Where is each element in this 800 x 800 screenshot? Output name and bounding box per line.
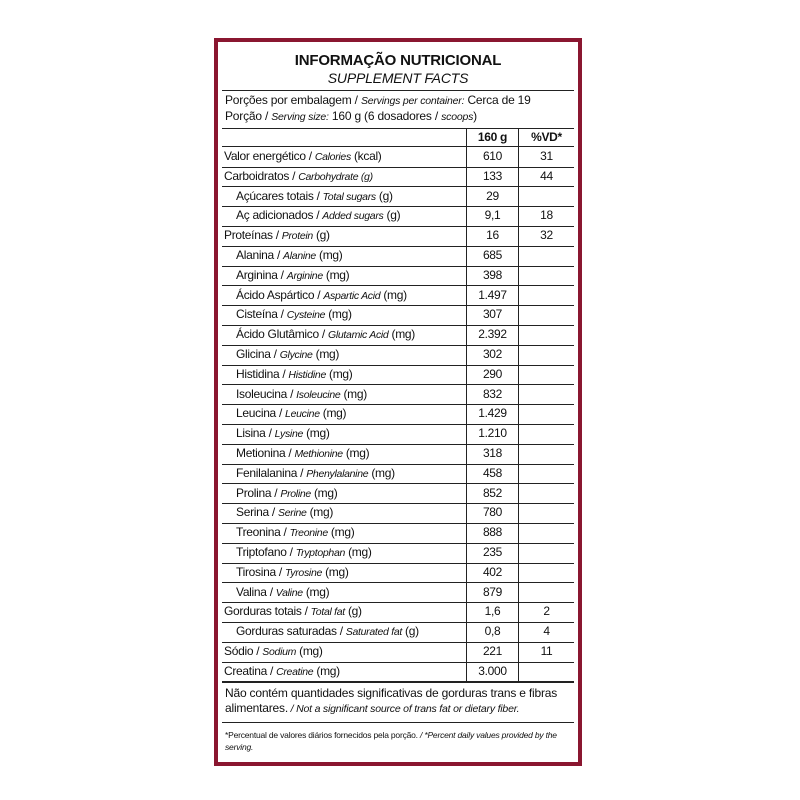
nutrient-dv xyxy=(518,286,574,306)
daily-value-note-en: / *Percent daily values provided by the serving. xyxy=(225,730,557,752)
nutrient-dv: 32 xyxy=(518,226,574,246)
nutrient-unit: (mg) xyxy=(388,327,415,342)
nutrient-name-en: Phenylalanine xyxy=(306,467,369,480)
nutrient-name-en: Aspartic Acid xyxy=(323,289,381,302)
nutrient-name xyxy=(222,266,466,286)
nutrient-value: 1,6 xyxy=(466,602,518,622)
nutrient-value: 458 xyxy=(466,464,518,484)
nutrient-name-pt: Proteínas / xyxy=(224,228,282,243)
nutrient-dv xyxy=(518,464,574,484)
nutrient-unit: (mg) xyxy=(310,485,338,500)
nutrient-name-en: Saturated fat xyxy=(345,626,402,639)
nutrient-name xyxy=(222,444,466,464)
servings-per-container-pt: Porções por embalagem / xyxy=(225,93,361,107)
nutrient-name-en: Valine xyxy=(275,586,303,599)
nutrient-name-pt: Carboidratos / xyxy=(224,168,299,183)
nutrient-name-en: Creatine xyxy=(276,665,314,678)
daily-value-note-pt: *Percentual de valores diários fornecidos pela porção. xyxy=(225,730,418,740)
nutrient-dv xyxy=(518,404,574,424)
nutrient-name xyxy=(222,404,466,424)
nutrient-name xyxy=(222,167,466,187)
nutrient-name-en: Treonine xyxy=(289,527,328,540)
nutrient-name-pt: Açúcares totais / xyxy=(236,188,323,203)
nutrient-name-pt: Leucina / xyxy=(236,406,286,421)
nutrient-name-pt: Tirosina / xyxy=(236,564,285,579)
nutrient-name-en: Lysine xyxy=(274,428,304,441)
nutrient-unit: (mg) xyxy=(312,347,340,361)
nutrient-name xyxy=(222,206,466,226)
nutrient-value: 610 xyxy=(466,147,518,167)
nutrient-dv xyxy=(518,345,574,365)
nutrient-dv xyxy=(518,266,574,286)
nutrient-value: 221 xyxy=(466,642,518,662)
nutrient-name-pt: Glicina / xyxy=(236,347,280,361)
nutrient-name-en: Serine xyxy=(278,507,307,520)
nutrient-dv xyxy=(518,583,574,603)
nutrient-name xyxy=(222,563,466,583)
nutrient-name-en: Total sugars xyxy=(322,190,376,203)
nutrient-name-en: Added sugars xyxy=(322,210,384,223)
table-row xyxy=(222,444,574,465)
nutrient-unit: (g) xyxy=(383,208,401,223)
table-row xyxy=(222,385,574,406)
nutrient-value: 307 xyxy=(466,305,518,325)
nutrient-value: 0,8 xyxy=(466,622,518,642)
nutrient-dv xyxy=(518,523,574,543)
nutrient-name xyxy=(222,662,466,682)
nutrient-name xyxy=(222,424,466,444)
nutrient-name-en: Arginine xyxy=(286,269,323,282)
nutrient-name-pt: Ácido Glutâmico / xyxy=(236,327,328,342)
table-row xyxy=(222,642,574,663)
nutrient-value: 1.497 xyxy=(466,286,518,306)
nutrient-value: 402 xyxy=(466,563,518,583)
nutrition-label-body xyxy=(218,42,578,762)
nutrient-value: 780 xyxy=(466,503,518,523)
table-row xyxy=(222,602,574,623)
table-row xyxy=(222,365,574,386)
nutrient-name-en: Glycine xyxy=(279,349,313,361)
nutrient-dv xyxy=(518,246,574,266)
servings-per-container-en: Servings per container: xyxy=(360,95,465,107)
table-row xyxy=(222,206,574,227)
nutrient-name xyxy=(222,286,466,306)
nutrient-name-en: Protein xyxy=(281,230,313,243)
nutrient-unit: (mg) xyxy=(302,584,330,599)
nutrient-dv xyxy=(518,305,574,325)
nutrient-name-pt: Cisteína / xyxy=(236,307,287,322)
nutrient-value: 832 xyxy=(466,385,518,405)
serving-size-unit-en: scoops xyxy=(441,111,474,123)
nutrient-value: 302 xyxy=(466,345,518,365)
nutrient-name-pt: Fenilalanina / xyxy=(236,465,307,480)
table-row xyxy=(222,464,574,485)
nutrient-name-pt: Prolina / xyxy=(236,485,281,500)
table-row xyxy=(222,345,574,366)
nutrient-name-en: Glutamic Acid xyxy=(327,329,389,342)
nutrient-value: 1.210 xyxy=(466,424,518,444)
label-title: INFORMAÇÃO NUTRICIONAL xyxy=(294,52,502,69)
nutrient-name-pt: Gorduras totais / xyxy=(224,604,311,619)
nutrient-name xyxy=(222,305,466,325)
nutrient-dv xyxy=(518,484,574,504)
divider xyxy=(222,722,574,723)
nutrient-name-en: Methionine xyxy=(294,448,343,460)
serving-size-pt: Porção / xyxy=(225,109,272,123)
nutrient-name xyxy=(222,325,466,345)
table-row xyxy=(222,622,574,643)
table-row xyxy=(222,325,574,346)
nutrient-name xyxy=(222,385,466,405)
nutrient-value: 685 xyxy=(466,246,518,266)
nutrient-dv xyxy=(518,444,574,464)
nutrient-unit: (mg) xyxy=(380,287,407,302)
nutrient-unit: (mg) xyxy=(306,505,334,520)
nutrient-name-pt: Gorduras saturadas / xyxy=(236,624,346,639)
nutrient-unit: (mg) xyxy=(313,663,340,678)
nutrient-name-en: Tryptophan xyxy=(295,547,346,559)
nutrient-name-en: Total fat xyxy=(310,606,345,619)
table-row xyxy=(222,305,574,326)
nutrient-name xyxy=(222,642,466,662)
nutrient-name xyxy=(222,622,466,642)
nutrient-name-en: Calories xyxy=(314,151,351,163)
nutrient-value: 852 xyxy=(466,484,518,504)
divider xyxy=(222,90,574,91)
table-row xyxy=(222,167,574,188)
nutrient-value: 9,1 xyxy=(466,206,518,226)
nutrient-unit: (mg) xyxy=(368,465,395,480)
nutrient-name xyxy=(222,187,466,207)
nutrient-name xyxy=(222,523,466,543)
nutrient-name-en: Alanine xyxy=(283,250,316,262)
nutrient-value: 1.429 xyxy=(466,404,518,424)
nutrient-dv xyxy=(518,325,574,345)
nutrient-value: 290 xyxy=(466,365,518,385)
nutrient-name-pt: Metionina / xyxy=(236,446,295,460)
nutrient-dv xyxy=(518,187,574,207)
nutrient-name-pt: Isoleucina / xyxy=(236,386,297,401)
nutrient-dv xyxy=(518,424,574,444)
nutrient-value: 2.392 xyxy=(466,325,518,345)
nutrient-value: 29 xyxy=(466,187,518,207)
nutrient-unit: (kcal) xyxy=(350,149,382,163)
nutrient-name-en: Proline xyxy=(280,487,311,500)
serving-size-en: Serving size: xyxy=(271,111,329,123)
nutrient-unit: (g) xyxy=(344,604,362,619)
nutrient-value: 398 xyxy=(466,266,518,286)
nutrient-dv xyxy=(518,563,574,583)
nutrient-value: 133 xyxy=(466,167,518,187)
table-row xyxy=(222,286,574,307)
trans-fat-note xyxy=(225,686,571,717)
nutrient-dv xyxy=(518,543,574,563)
nutrient-name-en: Carbohydrate (g) xyxy=(298,170,373,183)
table-row xyxy=(222,424,574,445)
nutrient-dv xyxy=(518,365,574,385)
nutrient-name xyxy=(222,602,466,622)
nutrient-name xyxy=(222,464,466,484)
nutrient-name xyxy=(222,543,466,563)
nutrient-name-pt: Valor energético / xyxy=(224,149,315,163)
table-row xyxy=(222,583,574,604)
nutrient-unit: (mg) xyxy=(319,406,347,421)
nutrient-name-en: Tyrosine xyxy=(284,566,323,579)
table-row xyxy=(222,563,574,584)
trans-fat-note-en: / Not a significant source of trans fat or dietary fiber. xyxy=(287,703,520,715)
nutrient-unit: (mg) xyxy=(340,386,367,401)
trans-fat-note-pt: Não contém quantidades significativas de gorduras trans e fibras alimentares. xyxy=(225,686,558,715)
nutrient-dv xyxy=(518,385,574,405)
nutrient-name-pt: Aç adicionados / xyxy=(236,208,323,223)
nutrient-unit: (mg) xyxy=(315,248,343,262)
nutrient-value: 235 xyxy=(466,543,518,563)
nutrient-name-pt: Triptofano / xyxy=(236,545,296,559)
nutrient-unit: (mg) xyxy=(327,525,355,540)
nutrient-name-pt: Arginina / xyxy=(236,267,287,282)
nutrient-name xyxy=(222,226,466,246)
nutrient-name-pt: Treonina / xyxy=(236,525,290,540)
nutrient-name xyxy=(222,503,466,523)
nutrient-name-pt: Alanina / xyxy=(236,248,284,262)
serving-size-close: ) xyxy=(473,109,477,123)
nutrient-unit: (mg) xyxy=(322,267,350,282)
table-row xyxy=(222,484,574,505)
nutrient-name-pt: Sódio / xyxy=(224,644,263,658)
daily-value-note xyxy=(225,729,571,753)
nutrient-name-pt: Serina / xyxy=(236,505,278,520)
table-row xyxy=(222,246,574,267)
nutrient-name xyxy=(222,147,466,167)
table-row xyxy=(222,147,574,168)
nutrient-unit: (mg) xyxy=(345,545,372,559)
table-row xyxy=(222,662,574,683)
serving-size xyxy=(225,109,477,123)
nutrient-unit: (mg) xyxy=(342,446,370,460)
nutrient-dv xyxy=(518,662,574,682)
nutrient-value: 3.000 xyxy=(466,662,518,682)
nutrient-value: 16 xyxy=(466,226,518,246)
nutrient-unit: (mg) xyxy=(326,366,353,381)
nutrient-name-en: Sodium xyxy=(262,646,297,658)
table-row xyxy=(222,404,574,425)
table-header xyxy=(222,128,574,146)
table-row xyxy=(222,226,574,247)
nutrient-unit: (mg) xyxy=(303,426,330,441)
nutrient-unit: (mg) xyxy=(322,564,349,579)
table-row xyxy=(222,503,574,524)
nutrient-unit: (mg) xyxy=(296,644,323,658)
nutrient-value: 318 xyxy=(466,444,518,464)
nutrient-unit: (g) xyxy=(402,624,419,639)
nutrient-dv: 4 xyxy=(518,622,574,642)
nutrient-name xyxy=(222,345,466,365)
nutrient-dv xyxy=(518,503,574,523)
nutrient-name-pt: Creatina / xyxy=(224,663,277,678)
nutrient-dv: 11 xyxy=(518,642,574,662)
nutrient-name-en: Histidine xyxy=(288,368,326,381)
nutrient-name-pt: Valina / xyxy=(236,584,276,599)
nutrient-dv: 2 xyxy=(518,602,574,622)
nutrient-name-en: Isoleucine xyxy=(296,388,341,401)
table-row xyxy=(222,523,574,544)
nutrient-value: 879 xyxy=(466,583,518,603)
nutrient-dv: 31 xyxy=(518,147,574,167)
nutrient-dv: 44 xyxy=(518,167,574,187)
header-dv-cell: %VD* xyxy=(518,128,574,147)
table-row xyxy=(222,543,574,564)
label-subtitle: SUPPLEMENT FACTS xyxy=(327,70,469,86)
divider xyxy=(222,682,574,683)
nutrient-name-en: Cysteine xyxy=(286,309,326,322)
nutrient-name xyxy=(222,583,466,603)
nutrient-dv: 18 xyxy=(518,206,574,226)
nutrient-name xyxy=(222,484,466,504)
nutrient-unit: (g) xyxy=(312,228,330,243)
table-row xyxy=(222,187,574,208)
servings-per-container xyxy=(225,93,531,107)
table-row xyxy=(222,266,574,287)
nutrient-name-pt: Lisina / xyxy=(236,426,275,441)
nutrient-unit: (g) xyxy=(375,188,393,203)
serving-size-value: 160 g (6 dosadores / xyxy=(328,109,442,123)
servings-per-container-value: Cerca de 19 xyxy=(464,93,531,107)
nutrient-value: 888 xyxy=(466,523,518,543)
nutrient-name xyxy=(222,246,466,266)
nutrient-name-en: Leucine xyxy=(285,408,320,421)
nutrient-name-pt: Histidina / xyxy=(236,366,289,381)
nutrition-label xyxy=(214,38,582,766)
nutrient-name-pt: Ácido Aspártico / xyxy=(236,287,324,302)
nutrient-unit: (mg) xyxy=(325,307,352,322)
nutrient-name xyxy=(222,365,466,385)
header-value-cell: 160 g xyxy=(466,128,518,147)
